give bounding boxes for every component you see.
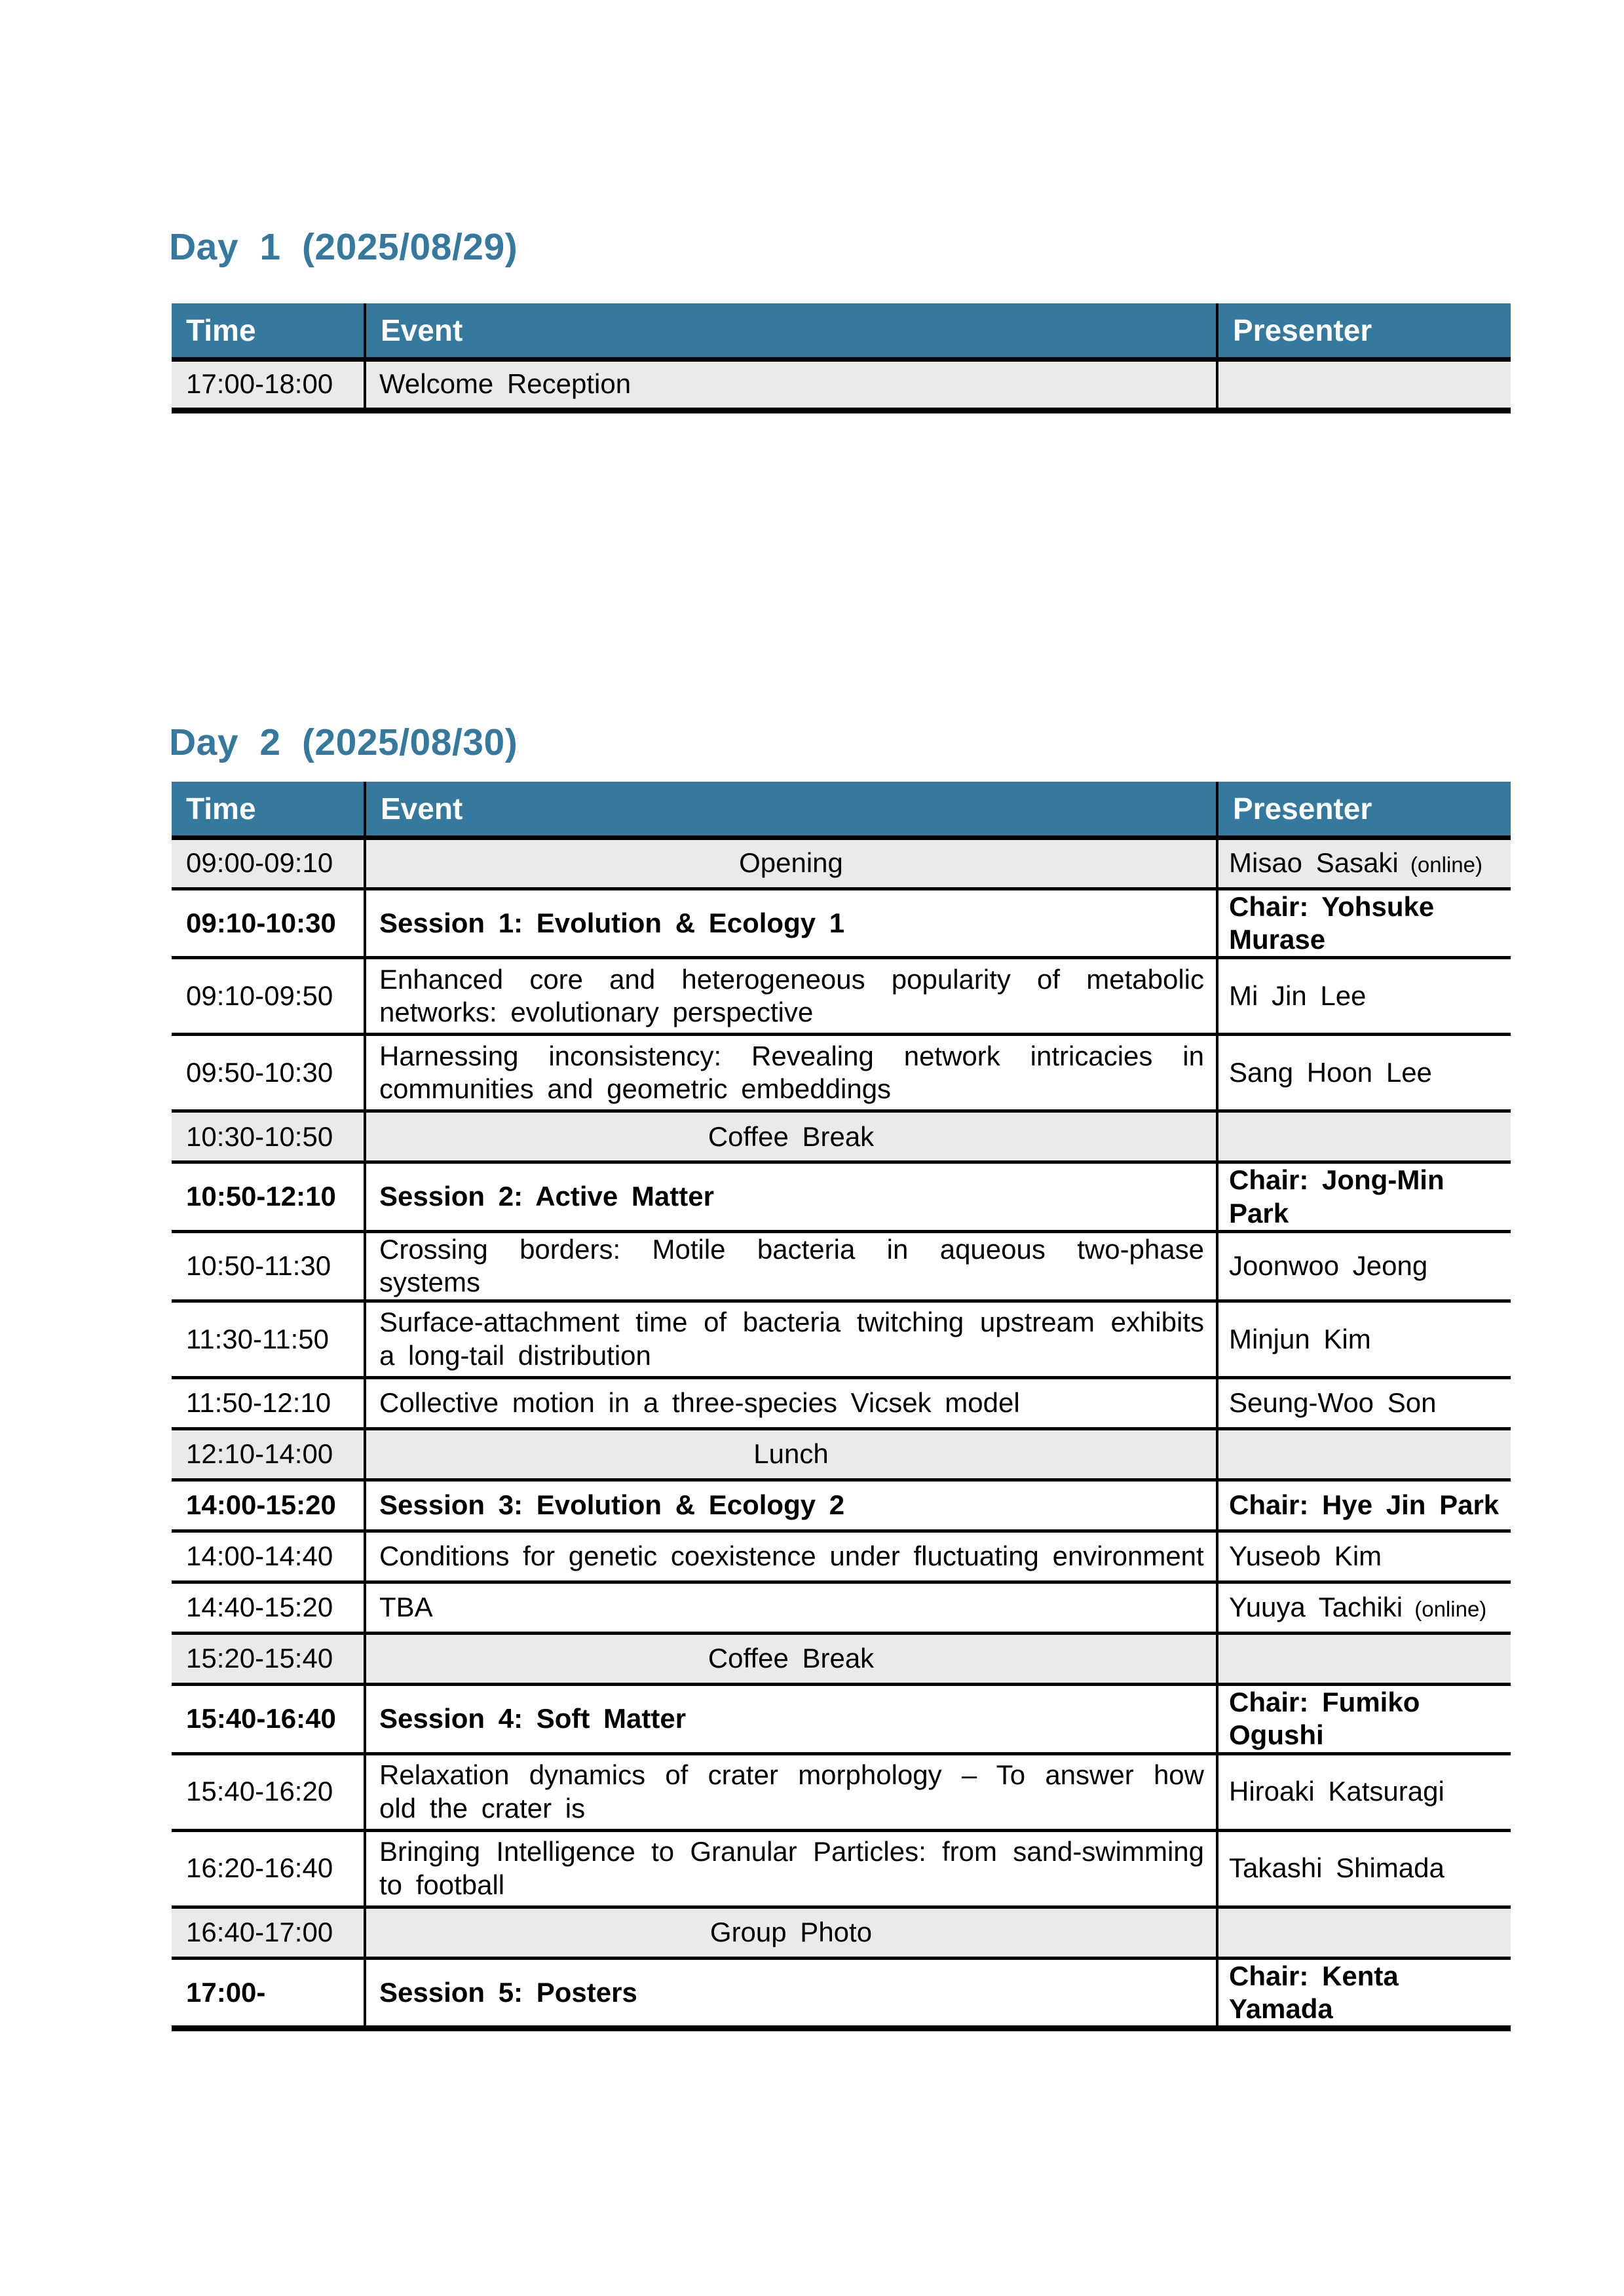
online-note: (online) [1403, 1597, 1487, 1622]
event-cell: Opening [365, 837, 1217, 889]
table-row [172, 1582, 1511, 1633]
time-cell: 10:30-10:50 [172, 1111, 365, 1162]
event-cell: Session 4: Soft Matter [365, 1684, 1217, 1753]
day1-heading: Day 1 (2025/08/29) [169, 226, 518, 268]
event-cell: Relaxation dynamics of crater morphology – To answer how old the crater is [365, 1753, 1217, 1830]
presenter-cell: Chair: Yohsuke Murase [1229, 890, 1435, 955]
day1-schedule-table [172, 303, 1511, 413]
event-cell: Coffee Break [365, 1633, 1217, 1684]
event-cell: TBA [365, 1582, 1217, 1633]
presenter-cell [1217, 359, 1511, 410]
time-cell: 14:40-15:20 [172, 1582, 365, 1633]
time-cell: 17:00-18:00 [172, 359, 365, 410]
time-cell: 16:40-17:00 [172, 1907, 365, 1958]
table-row [172, 1753, 1511, 1830]
col-header-presenter: Presenter [1217, 782, 1511, 837]
presenter-cell: Sang Hoon Lee [1229, 1057, 1432, 1088]
table-row [172, 958, 1511, 1035]
presenter-cell: Yuseob Kim [1229, 1540, 1382, 1572]
table-header-row [172, 782, 1511, 837]
time-cell: 09:00-09:10 [172, 837, 365, 889]
presenter-cell: Takashi Shimada [1229, 1852, 1445, 1884]
time-cell: 14:00-14:40 [172, 1531, 365, 1582]
time-cell: 15:20-15:40 [172, 1633, 365, 1684]
event-cell: Harnessing inconsistency: Revealing network intricacies in communities and geometric embeddings [365, 1035, 1217, 1111]
col-header-time: Time [172, 303, 365, 359]
event-cell: Group Photo [365, 1907, 1217, 1958]
presenter-cell: Chair: Fumiko Ogushi [1229, 1686, 1420, 1751]
table-row [172, 1480, 1511, 1531]
table-row [172, 889, 1511, 958]
table-row [172, 1162, 1511, 1232]
presenter-cell [1217, 1907, 1511, 1958]
table-row [172, 1035, 1511, 1111]
time-cell: 09:10-09:50 [172, 958, 365, 1035]
event-cell: Conditions for genetic coexistence under fluctuating environment [365, 1531, 1217, 1582]
col-header-time: Time [172, 782, 365, 837]
day1-table-body [172, 359, 1511, 410]
presenter-cell: Seung-Woo Son [1229, 1387, 1437, 1419]
table-row [172, 1958, 1511, 2029]
day2-table-body [172, 837, 1511, 2029]
table-row [172, 1830, 1511, 1907]
table-row [172, 1428, 1511, 1480]
time-cell: 17:00- [172, 1958, 365, 2029]
time-cell: 10:50-12:10 [172, 1162, 365, 1232]
table-row [172, 1111, 1511, 1162]
table-row [172, 1633, 1511, 1684]
event-cell: Session 1: Evolution & Ecology 1 [365, 889, 1217, 958]
event-cell: Surface-attachment time of bacteria twitching upstream exhibits a long-tail distribution [365, 1301, 1217, 1377]
table-row [172, 837, 1511, 889]
table-header-row [172, 303, 1511, 359]
event-cell: Crossing borders: Motile bacteria in aqueous two-phase systems [365, 1232, 1217, 1301]
time-cell: 11:30-11:50 [172, 1301, 365, 1377]
presenter-cell [1217, 1428, 1511, 1480]
online-note: (online) [1398, 852, 1482, 877]
day2-schedule-table [172, 782, 1511, 2031]
time-cell: 11:50-12:10 [172, 1377, 365, 1428]
time-cell: 09:10-10:30 [172, 889, 365, 958]
presenter-cell: Mi Jin Lee [1229, 980, 1367, 1012]
time-cell: 15:40-16:20 [172, 1753, 365, 1830]
table-row [172, 1684, 1511, 1753]
event-cell: Welcome Reception [365, 359, 1217, 410]
event-cell: Enhanced core and heterogeneous popularity of metabolic networks: evolutionary perspective [365, 958, 1217, 1035]
time-cell: 14:00-15:20 [172, 1480, 365, 1531]
event-cell: Session 3: Evolution & Ecology 2 [365, 1480, 1217, 1531]
time-cell: 15:40-16:40 [172, 1684, 365, 1753]
presenter-cell: Chair: Kenta Yamada [1229, 1960, 1399, 2025]
event-cell: Lunch [365, 1428, 1217, 1480]
table-row [172, 1907, 1511, 1958]
time-cell: 10:50-11:30 [172, 1232, 365, 1301]
time-cell: 16:20-16:40 [172, 1830, 365, 1907]
event-cell: Bringing Intelligence to Granular Particles: from sand-swimming to football [365, 1830, 1217, 1907]
presenter-cell: Yuuya Tachiki (online) [1229, 1592, 1487, 1623]
event-cell: Coffee Break [365, 1111, 1217, 1162]
table-row [172, 359, 1511, 410]
event-cell: Collective motion in a three-species Vicsek model [365, 1377, 1217, 1428]
presenter-cell [1217, 1111, 1511, 1162]
col-header-presenter: Presenter [1217, 303, 1511, 359]
table-row [172, 1531, 1511, 1582]
day2-heading: Day 2 (2025/08/30) [169, 721, 518, 763]
event-cell: Session 5: Posters [365, 1958, 1217, 2029]
presenter-cell: Chair: Hye Jin Park [1229, 1489, 1500, 1521]
presenter-cell: Misao Sasaki (online) [1229, 847, 1482, 879]
table-row [172, 1377, 1511, 1428]
col-header-event: Event [365, 782, 1217, 837]
time-cell: 12:10-14:00 [172, 1428, 365, 1480]
event-cell: Session 2: Active Matter [365, 1162, 1217, 1232]
time-cell: 09:50-10:30 [172, 1035, 365, 1111]
col-header-event: Event [365, 303, 1217, 359]
presenter-cell: Minjun Kim [1229, 1323, 1371, 1354]
presenter-cell: Chair: Jong-Min Park [1229, 1164, 1445, 1229]
presenter-cell [1217, 1633, 1511, 1684]
table-row [172, 1232, 1511, 1301]
presenter-cell: Joonwoo Jeong [1229, 1250, 1428, 1282]
presenter-cell: Hiroaki Katsuragi [1229, 1776, 1445, 1807]
table-row [172, 1301, 1511, 1377]
